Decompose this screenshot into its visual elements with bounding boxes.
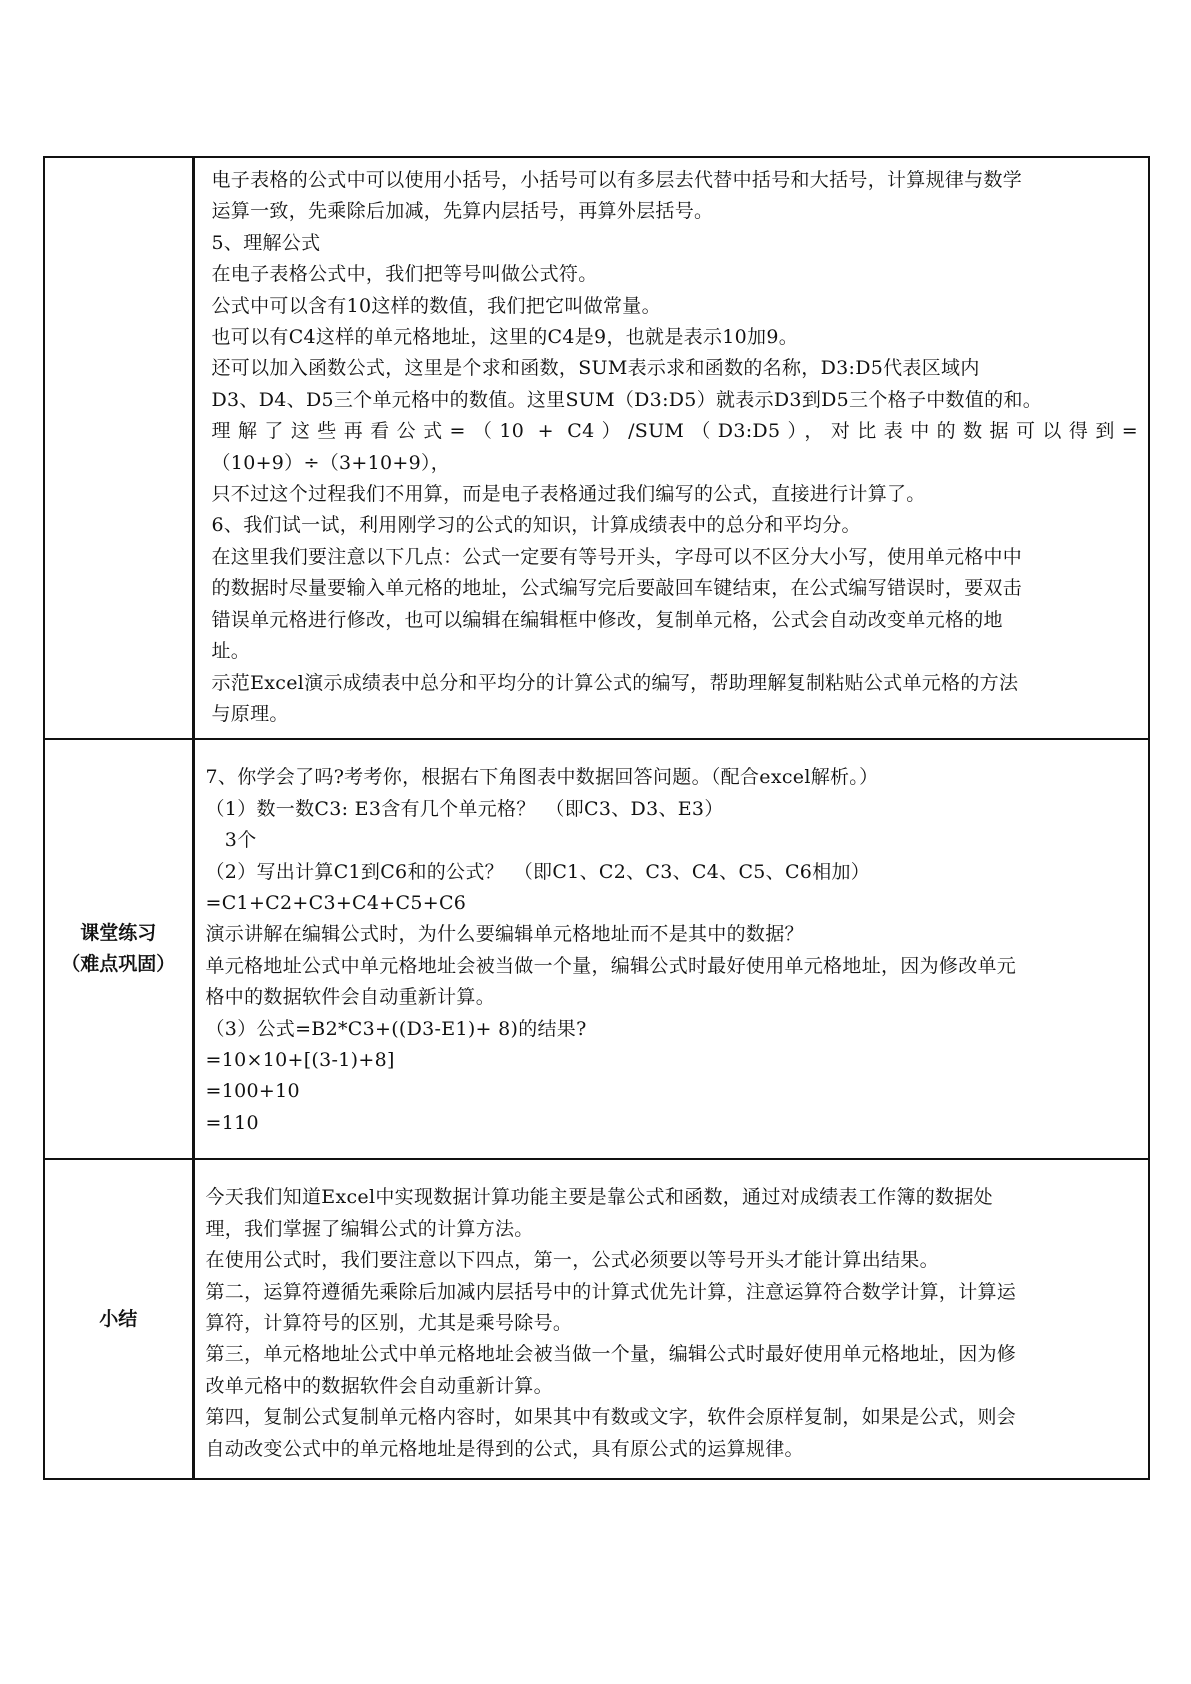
text-line: 示范Excel演示成绩表中总分和平均分的计算公式的编写，帮助理解复制粘贴公式单元格的方法	[211, 671, 1019, 694]
text-line: 还可以加入函数公式，这里是个求和函数，SUM表示求和函数的名称，D3:D5代表区域内	[211, 357, 980, 380]
text-line: 在使用公式时，我们要注意以下四点，第一，公式必须要以等号开头才能计算出结果。	[205, 1249, 939, 1272]
table-row	[44, 739, 1149, 1159]
text-line: （3）公式=B2*C3+((D3-E1)+ 8)的结果?	[205, 1017, 587, 1040]
text-line: D3、D4、D5三个单元格中的数值。这里SUM（D3:D5）就表示D3到D5三个格子中数值的和。	[211, 388, 1043, 411]
text-line: 的数据时尽量要输入单元格的地址，公式编写完后要敲回车键结束，在公式编写错误时，要双击	[211, 577, 1023, 600]
text-line: 格中的数据软件会自动重新计算。	[205, 986, 496, 1009]
formula-explanation-line: 理解了这些再看公式=（10 + C4）/SUM（D3:D5），对比表中的数据可以得到=	[211, 420, 1138, 443]
text-line: 址。	[211, 640, 251, 663]
text-line: 算符，计算符号的区别，尤其是乘号除号。	[205, 1311, 573, 1334]
lesson-plan-table	[43, 156, 1150, 1480]
text-line: （2）写出计算C1到C6和的公式？ （即C1、C2、C3、C4、C5、C6相加）	[205, 860, 871, 883]
text-line: 与原理。	[211, 702, 289, 725]
text-line: 电子表格的公式中可以使用小括号，小括号可以有多层去代替中括号和大括号，计算规律与数学	[211, 169, 1023, 191]
summary-content	[193, 1159, 1149, 1479]
row-label-text: 课堂练习	[80, 922, 157, 945]
text-line: 错误单元格进行修改，也可以编辑在编辑框中修改，复制单元格，公式会自动改变单元格的地	[211, 608, 1003, 631]
text-line: 第三，单元格地址公式中单元格地址会被当做一个量，编辑公式时最好使用单元格地址，因为修	[205, 1343, 1017, 1366]
section-heading: 6、我们试一试，利用刚学习的公式的知识，计算成绩表中的总分和平均分。	[211, 514, 861, 537]
text-line: （10+9）÷（3+10+9），	[211, 451, 451, 474]
text-line: 公式中可以含有10这样的数值，我们把它叫做常量。	[211, 294, 661, 317]
row-label-classroom-practice	[44, 739, 193, 1159]
text-line: 理，我们掌握了编辑公式的计算方法。	[205, 1217, 534, 1240]
text-line: 也可以有C4这样的单元格地址，这里的C4是9，也就是表示10加9。	[211, 326, 799, 349]
text-line: 单元格地址公式中单元格地址会被当做一个量，编辑公式时最好使用单元格地址，因为修改单元	[205, 954, 1017, 977]
text-line: 今天我们知道Excel中实现数据计算功能主要是靠公式和函数，通过对成绩表工作簿的数据处	[205, 1186, 993, 1209]
table-row	[44, 157, 1149, 739]
text-line: 第四，复制公式复制单元格内容时，如果其中有数或文字，软件会原样复制，如果是公式，则会	[205, 1406, 1017, 1429]
text-line: 运算一致，先乘除后加减，先算内层括号，再算外层括号。	[211, 200, 714, 223]
text-line: 改单元格中的数据软件会自动重新计算。	[205, 1374, 553, 1397]
text-line: 第二，运算符遵循先乘除后加减内层括号中的计算式优先计算，注意运算符合数学计算，计算运	[205, 1280, 1017, 1303]
text-line: =10×10+[(3-1)+8]	[205, 1048, 395, 1071]
row-label-text: 小结	[99, 1307, 138, 1330]
text-line: 只不过这个过程我们不用算，而是电子表格通过我们编写的公式，直接进行计算了。	[211, 483, 926, 506]
section-heading: 5、理解公式	[211, 231, 321, 254]
text-line: 在这里我们要注意以下几点：公式一定要有等号开头，字母可以不区分大小写，使用单元格中中	[211, 545, 1023, 568]
text-line: =100+10	[205, 1080, 300, 1103]
teaching-process-content	[193, 157, 1149, 739]
text-line: 3个	[205, 829, 257, 852]
text-line: =110	[205, 1111, 259, 1134]
text-line: （1）数一数C3: E3含有几个单元格？ （即C3、D3、E3）	[205, 797, 724, 820]
row-label-empty	[44, 157, 193, 739]
classroom-practice-content	[193, 739, 1149, 1159]
table-row	[44, 1159, 1149, 1479]
text-line: 演示讲解在编辑公式时，为什么要编辑单元格地址而不是其中的数据？	[205, 923, 804, 946]
text-line: 7、你学会了吗?考考你，根据右下角图表中数据回答问题。（配合excel解析。）	[205, 766, 879, 789]
text-line: 自动改变公式中的单元格地址是得到的公式，具有原公式的运算规律。	[205, 1437, 804, 1460]
text-line: 在电子表格公式中，我们把等号叫做公式符。	[211, 263, 598, 286]
row-label-summary	[44, 1159, 193, 1479]
text-line: =C1+C2+C3+C4+C5+C6	[205, 891, 467, 914]
row-label-subtext: （难点巩固）	[61, 953, 176, 976]
